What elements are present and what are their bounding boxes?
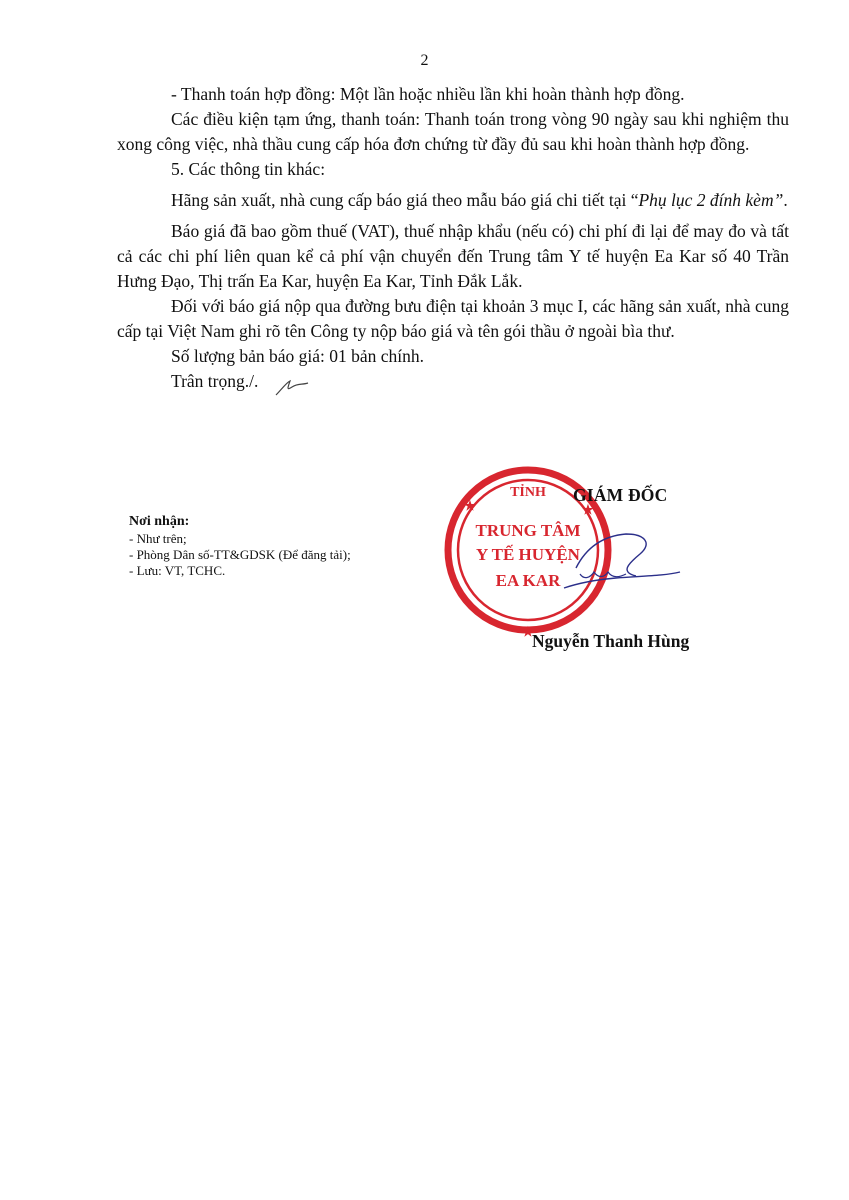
signer-name: Nguyễn Thanh Hùng <box>532 631 690 651</box>
copies-paragraph: Số lượng bản báo giá: 01 bản chính. <box>171 346 425 366</box>
seal-line-1: TRUNG TÂM <box>475 521 581 540</box>
seal-line-3: EA KAR <box>495 571 561 590</box>
manufacturer-text: Hãng sản xuất, nhà cung cấp báo giá theo mẫu báo giá chi tiết tại “ <box>171 190 639 210</box>
svg-text:★: ★ <box>464 498 476 513</box>
payment-conditions-paragraph: Các điều kiện tạm ứng, thanh toán: Thanh toán trong vòng 90 ngày sau khi nghiệm thu xong công việc, nhà thầu cung cấp hóa đơn chứng từ đầy đủ sau khi hoàn thành hợp đồng. <box>117 109 789 154</box>
document-body <box>117 82 789 394</box>
other-info-heading: 5. Các thông tin khác: <box>171 159 326 179</box>
recipient-item: - Lưu: VT, TCHC. <box>129 563 226 578</box>
seal-line-2: Y TẾ HUYỆN <box>476 545 580 564</box>
recipients-title: Nơi nhận: <box>129 514 190 529</box>
svg-text:★: ★ <box>522 624 534 639</box>
initials-mark <box>272 377 312 399</box>
handwritten-signature <box>556 528 686 600</box>
svg-text:★: ★ <box>582 502 594 517</box>
recipients-block <box>129 514 449 579</box>
appendix-reference: Phụ lục 2 đính kèm” <box>638 190 784 210</box>
manufacturer-paragraph <box>117 188 789 213</box>
recipient-item: - Phòng Dân số-TT&GDSK (Để đăng tải); <box>129 547 351 562</box>
postal-submission-paragraph: Đối với báo giá nộp qua đường bưu điện tại khoản 3 mục I, các hãng sản xuất, nhà cung cấp tại Việt Nam ghi rõ tên Công ty nộp báo giá và tên gói thầu ở ngoài bìa thư. <box>117 296 789 341</box>
payment-contract-paragraph: - Thanh toán hợp đồng: Một lần hoặc nhiều lần khi hoàn thành hợp đồng. <box>171 84 685 104</box>
recipient-item: - Như trên; <box>129 531 187 546</box>
signer-title: GIÁM ĐỐC <box>573 485 668 505</box>
manufacturer-end: . <box>783 190 788 210</box>
seal-ring-text: TỈNH <box>510 485 546 500</box>
page-number: 2 <box>420 52 429 69</box>
closing-text: Trân trọng./. <box>171 371 259 391</box>
price-includes-paragraph: Báo giá đã bao gồm thuế (VAT), thuế nhập khẩu (nếu có) chi phí đi lại để may đo và tất cả các chi phí liên quan kể cả phí vận chuyển đến Trung tâm Y tế huyện Ea Kar số 40 Trần Hưng Đạo, Thị trấn Ea Kar, huyện Ea Kar, Tỉnh Đắk Lắk. <box>117 221 789 291</box>
